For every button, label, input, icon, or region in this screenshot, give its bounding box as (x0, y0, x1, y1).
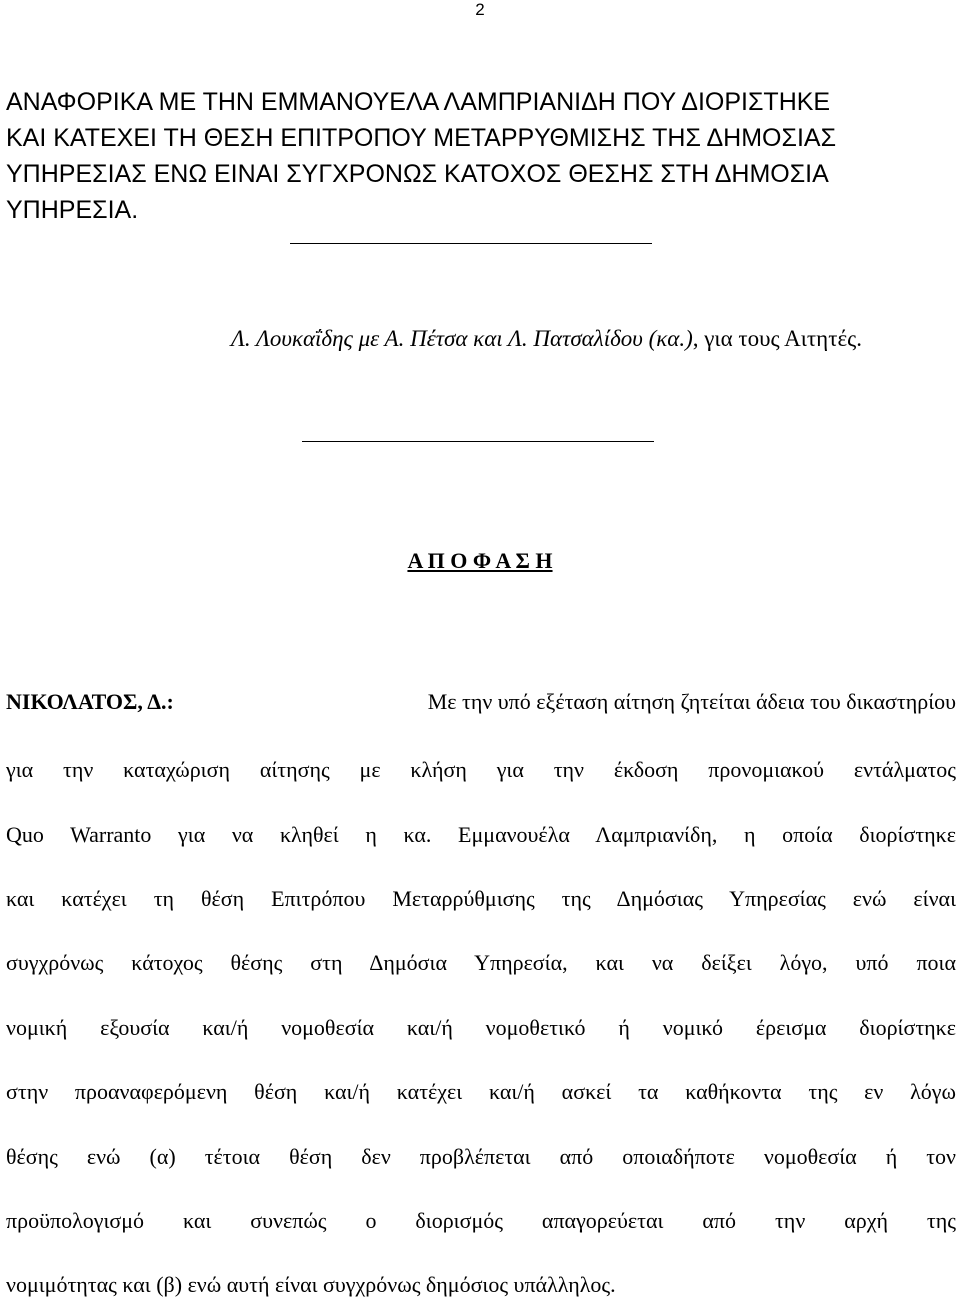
judgment-first-line (6, 687, 956, 717)
judgment-text-line: και κατέχει τη θέση Επιτρόπου Μεταρρύθμισης της Δημόσιας Υπηρεσίας ενώ είναι (6, 886, 956, 911)
case-title-line: ΥΠΗΡΕΣΙΑ. (6, 196, 139, 224)
case-title (6, 84, 956, 228)
judgment-text-line: Με την υπό εξέταση αίτηση ζητείται άδεια του δικαστηρίου (427, 689, 956, 714)
judgment-text-line: νομιμότητας και (β) ενώ αυτή είναι συγχρόνως δημόσιος υπάλληλος. (6, 1272, 616, 1297)
case-title-line: ΥΠΗΡΕΣΙΑΣ ΕΝΩ ΕΙΝΑΙ ΣΥΓΧΡΟΝΩΣ ΚΑΤΟΧΟΣ ΘΕΣΗΣ ΣΤΗ ΔΗΜΟΣΙΑ (6, 160, 829, 188)
decision-heading: Α Π Ο Φ Α Σ Η (407, 548, 553, 573)
judgment-text-line: προϋπολογισμό και συνεπώς ο διορισμός απαγορεύεται από την αρχή της (6, 1208, 956, 1233)
case-title-line: ΚΑΙ ΚΑΤΕΧΕΙ ΤΗ ΘΕΣΗ ΕΠΙΤΡΟΠΟΥ ΜΕΤΑΡΡΥΘΜΙΣΗΣ ΤΗΣ ΔΗΜΟΣΙΑΣ (6, 124, 837, 152)
judgment-text-line: συγχρόνως κάτοχος θέσης στη Δημόσια Υπηρεσία, και να δείξει λόγο, υπό ποια (6, 950, 956, 975)
separator-rule (290, 243, 652, 244)
counsel-line (231, 324, 862, 354)
page-number: 2 (475, 0, 485, 19)
judge-name: ΝΙΚΟΛΑΤΟΣ, Δ. (6, 689, 167, 714)
judgment-text-line: νομική εξουσία και/ή νομοθεσία και/ή νομοθετικό ή νομικό έρεισμα διορίστηκε (6, 1015, 956, 1040)
separator-rule (302, 441, 654, 442)
judgment-text-line: Quo Warranto για να κληθεί η κα. Εμμανουέλα Λαμπριανίδη, η οποία διορίστηκε (6, 822, 956, 847)
case-title-line: ΑΝΑΦΟΡΙΚΑ ΜΕ ΤΗΝ ΕΜΜΑΝΟΥΕΛΑ ΛΑΜΠΡΙΑΝΙΔΗ ΠΟΥ ΔΙΟΡΙΣΤΗΚΕ (6, 88, 831, 116)
judgment-text-line: για την καταχώριση αίτησης με κλήση για την έκδοση προνομιακού εντάλματος (6, 757, 956, 782)
judgment-text-line: στην προαναφερόμενη θέση και/ή κατέχει και/ή ασκεί τα καθήκοντα της εν λόγω (6, 1079, 956, 1104)
counsel-names: Λ. Λουκαΐδης με Α. Πέτσα και Λ. Πατσαλίδου (κα.) (231, 326, 693, 351)
counsel-parties: , για τους Αιτητές. (692, 326, 862, 351)
judgment-text-line: θέσης ενώ (α) τέτοια θέση δεν προβλέπεται από οποιαδήποτε νομοθεσία ή τον (6, 1144, 956, 1169)
judge-colon: : (166, 689, 174, 714)
